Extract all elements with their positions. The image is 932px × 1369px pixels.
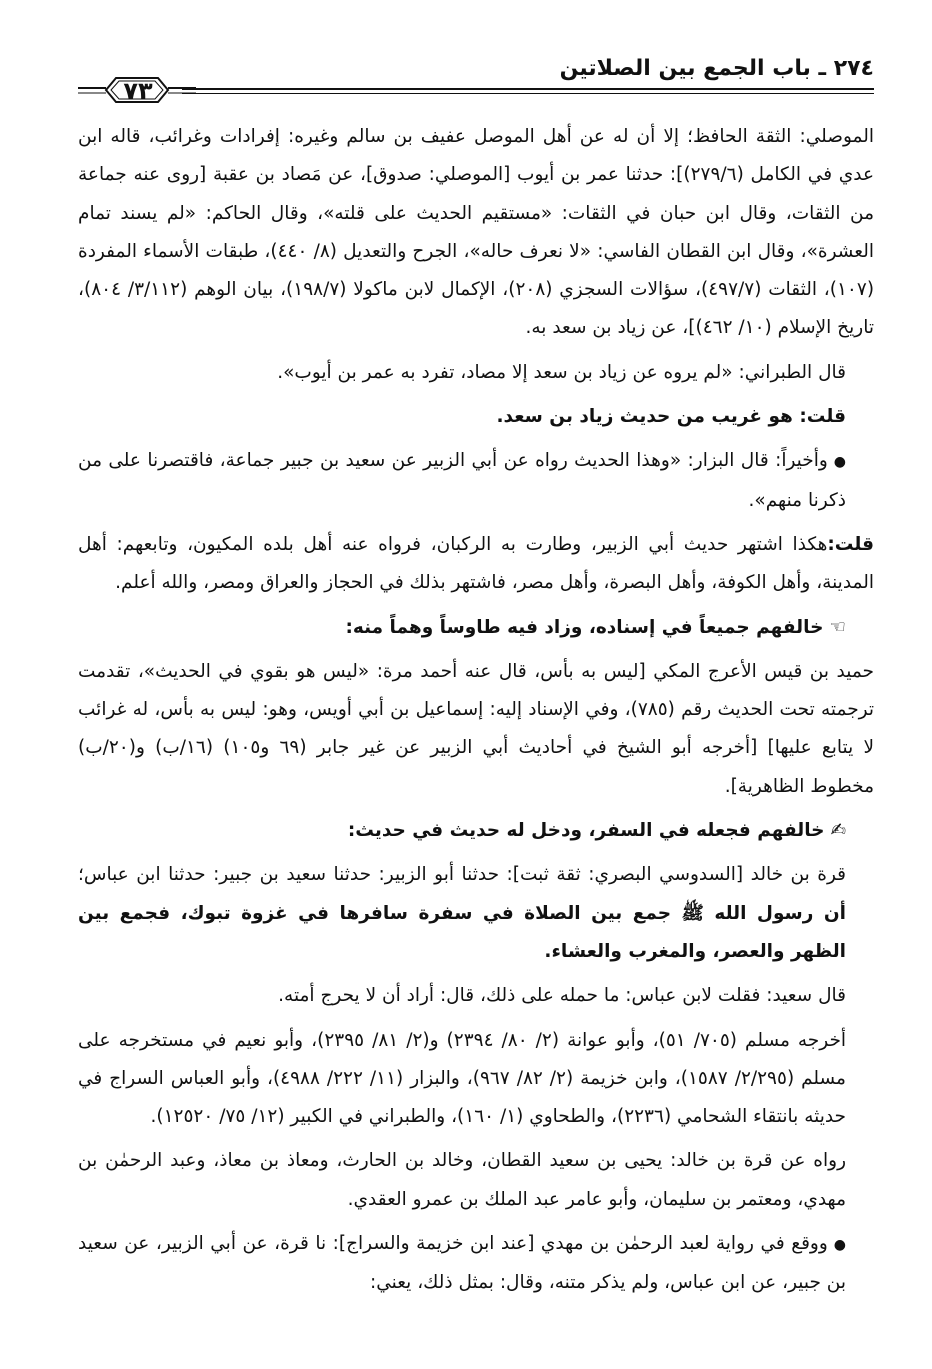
bullet-icon: ● <box>833 1237 846 1254</box>
paragraph <box>78 977 874 1015</box>
paragraph-text: قال سعيد: فقلت لابن عباس: ما حمله على ذلك، قال: أراد أن لا يحرج أمته. <box>278 985 846 1007</box>
paragraph-text: قال الطبراني: «لم يروه عن زياد بن سعد إلا مصاد، تفرد به عمر بن أيوب». <box>277 361 846 383</box>
page-header <box>78 50 874 105</box>
heading-text: خالفهم جميعاً في إسناده، وزاد فيه طاوساً وهماً منه: <box>345 616 824 638</box>
paragraph-label: قلت: <box>799 406 846 428</box>
pointing-hand-icon: ☜ <box>829 616 846 638</box>
page-body <box>78 118 874 1309</box>
paragraph <box>78 1022 874 1137</box>
paragraph-text: ووقع في رواية لعبد الرحمٰن بن مهدي [عند ابن خزيمة والسراج]: نا قرة، عن أبي الزبير، عن سعيد بن جبير، عن ابن عباس، ولم يذكر متنه، وقال: بمثل ذلك، يعني: <box>78 1233 846 1294</box>
paragraph <box>78 442 874 520</box>
running-title: ٢٧٤ ـ باب الجمع بين الصلاتين <box>559 56 874 81</box>
bullet-icon: ● <box>833 454 846 471</box>
paragraph-text: وأخيراً: قال البزار: «وهذا الحديث رواه عن أبي الزبير عن سعيد بن جبير جماعة، فاقتصرنا على من ذكرنا منهم». <box>78 450 846 511</box>
paragraph <box>78 118 874 348</box>
paragraph-text: قرة بن خالد [السدوسي البصري: ثقة ثبت]: حدثنا أبو الزبير: حدثنا سعيد بن جبير: حدثنا ابن عباس؛ <box>78 864 846 886</box>
header-rule-thin <box>182 93 874 94</box>
paragraph <box>78 526 874 603</box>
paragraph-text: رواه عن قرة بن خالد: يحيى بن سعيد القطان، وخالد بن الحارث، ومعاذ بن معاذ، وعبد الرحمٰن بن مهدي، ومعتمر بن سليمان، وأبو عامر عبد الملك بن عمرو العقدي. <box>78 1150 846 1210</box>
paragraph <box>78 856 874 971</box>
page-number: ٧٣ <box>123 77 153 105</box>
section-heading <box>78 812 874 850</box>
heading-text: خالفهم فجعله في السفر، ودخل له حديث في حديث: <box>347 820 825 842</box>
paragraph-text: هكذا اشتهر حديث أبي الزبير، وطارت به الركبان، فرواه عنه أهل بلده المكيون، وتابعهم: أهل المدينة، وأهل الكوفة، وأهل البصرة، وأهل مصر، فاشتهر بذلك في الحجاز والعراق ومصر، والله أعلم. <box>78 533 874 594</box>
paragraph-text: أخرجه مسلم (٧٠٥/ ٥١)، وأبو عوانة (٢/ ٨٠/ ٢٣٩٤) و(٢/ ٨١/ ٢٣٩٥)، وأبو نعيم في مستخرجه على مسلم (٢/٢٩٥/ ١٥٨٧)، وابن خزيمة (٢/ ٨٢/ ٩٦٧)، والبزار (١١/ ٢٢٢/ ٤٩٨٨)، وأبو العباس السراج في حديثه بانتقاء الشحامي (٢٢٣٦)، والطحاوي (١/ ١٦٠)، والطبراني في الكبير (١٢/ ٧٥/ ١٢٥٢٠). <box>78 1029 847 1128</box>
writing-hand-icon: ✍ <box>830 820 846 842</box>
paragraph-text: هو غريب من حديث زياد بن سعد. <box>496 406 793 428</box>
paragraph-label: قلت: <box>827 533 874 555</box>
paragraph <box>78 1142 874 1219</box>
paragraph-text: حميد بن قيس الأعرج المكي [ليس به بأس، قال عنه أحمد مرة: «ليس هو بقوي في الحديث»، تقدمت ترجمته تحت الحديث رقم (٧٨٥)، وفي الإسناد إليه: إسماعيل بن أبي أويس، وهو: ليس به بأس، له غرائب لا يتابع عليها] [أخرجه أبو الشيخ في أحاديث أبي الزبير عن غير جابر (٦٩ و١٠٥) (١٦/ب) و(٢٠/ب) مخطوط الظاهرية]. <box>78 660 875 797</box>
paragraph <box>78 653 874 806</box>
paragraph <box>78 1225 874 1303</box>
section-heading <box>78 609 874 647</box>
paragraph <box>78 398 874 436</box>
hadith-text: أن رسول الله ﷺ جمع بين الصلاة في سفرة سافرها في غزوة تبوك، فجمع بين الظهر والعصر، والمغرب والعشاء. <box>78 902 846 962</box>
header-rule <box>182 88 874 90</box>
page-number-ornament <box>78 72 196 110</box>
paragraph-text: الموصلي: الثقة الحافظ؛ إلا أن له عن أهل الموصل عفيف بن سالم وغيره: إفرادات وغرائب، قاله ابن عدي في الكامل (٢٧٩/٦)]: حدثنا عمر بن أيوب [الموصلي: صدوق]، عن مَصاد بن عقبة [روى عنه جماعة من الثقات، وقال ابن حبان في الثقات: «مستقيم الحديث على قلته»، وقال الحاكم: «لم يسند تمام العشرة»، وقال ابن القطان الفاسي: «لا نعرف حاله»، الجرح والتعديل (٨/ ٤٤٠)، طبقات الأسماء المفردة (١٠٧)، الثقات (٤٩٧/٧)، سؤالات السجزي (٢٠٨)، الإكمال لابن ماكولا (١٩٨/٧)، بيان الوهم (٣/١١٢/ ٨٠٤)، تاريخ الإسلام (١٠/ ٤٦٢)]، عن زياد بن سعد به. <box>78 126 875 339</box>
paragraph <box>78 354 874 392</box>
